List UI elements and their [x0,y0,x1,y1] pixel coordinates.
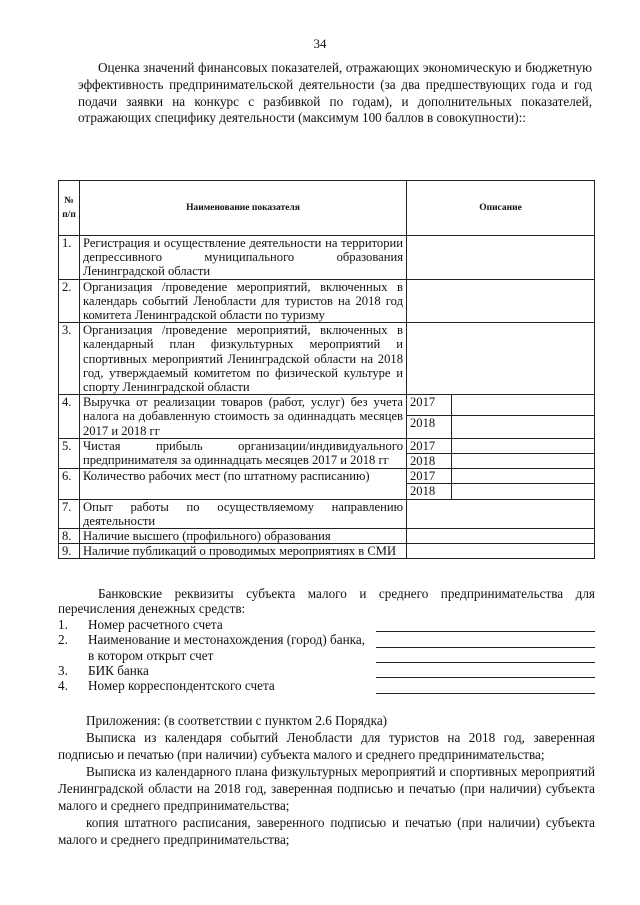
page-number: 34 [313,36,327,51]
table-row [59,395,595,416]
bank-field-label: БИК банка [88,662,149,678]
row-desc [407,499,595,528]
row-name: Чистая прибыль организации/индивидуального предпринимателя за одиннадцать месяцев 2017 и 2018 гг [80,438,407,468]
row-name: Выручка от реализации товаров (работ, услуг) без учета налога на добавленную стоимость за одиннадцать месяцев 2017 и 2018 гг [80,395,407,439]
bank-field-number: 3. [58,662,68,678]
bank-field-account-number [58,617,595,632]
table-row [59,279,595,323]
row-name: Количество рабочих мест (по штатному расписанию) [80,469,407,499]
value-cell [452,416,595,439]
fill-in-line[interactable] [376,636,595,648]
bank-details [58,586,595,694]
fill-in-line[interactable] [376,666,595,678]
row-desc [407,279,595,323]
intro-paragraph: Оценка значений финансовых показателей, отражающих экономическую и бюджетную эффективность предпринимательской деятельности (за два предшествующих года и год подачи заявки на конкурс с разбивкой по годам), и дополнительных показателей, отражающих специфику деятельности (максимум 100 баллов в совокупности):: [78,60,592,126]
table-row [59,236,595,280]
bank-field-bik [58,663,595,678]
value-cell [452,438,595,453]
row-desc [407,529,595,544]
row-num: 1. [59,236,80,280]
appendix-title: Приложения: (в соответствии с пунктом 2.6 Порядка) [86,713,388,728]
table-row [59,544,595,559]
header-name: Наименование показателя [80,181,407,236]
table-row [59,469,595,484]
bank-field-bank-name [58,632,595,647]
header-num: № п/п [59,181,80,236]
row-num: 5. [59,438,80,468]
row-desc [407,323,595,395]
fill-in-line[interactable] [376,620,595,632]
value-cell [452,469,595,484]
row-desc [407,544,595,559]
appendix-item: Выписка из календаря событий Ленобласти для туристов на 2018 год, заверенная подписью и печатью (при наличии) субъекта малого и среднего предпринимательства; [58,730,595,762]
row-name: Организация /проведение мероприятий, включенных в календарный план физкультурных мероприятий и спортивных мероприятий Ленинградской области на 2018 год, утверждаемый комитетом по физической культуре и спорту Ленинградской области [80,323,407,395]
bank-field-label: Номер корреспондентского счета [88,678,275,694]
row-desc [407,236,595,280]
bank-field-number: 1. [58,616,68,632]
bank-field-bank-name-cont [58,648,595,663]
bank-field-number: 4. [58,678,68,694]
row-name: Наличие публикаций о проводимых мероприятиях в СМИ [80,544,407,559]
year-cell: 2017 [407,469,452,484]
bank-field-label: Номер расчетного счета [88,616,223,632]
bank-field-label: в котором открыт счет [88,647,214,663]
row-num: 9. [59,544,80,559]
table-row [59,529,595,544]
bank-details-title: Банковские реквизиты субъекта малого и среднего предпринимательства для перечисления денежных средств: [58,586,595,617]
year-cell: 2018 [407,484,452,499]
bank-field-number: 2. [58,632,68,648]
value-cell [452,484,595,499]
row-num: 3. [59,323,80,395]
fill-in-line[interactable] [376,682,595,694]
value-cell [452,454,595,469]
table-row [59,438,595,453]
appendix-item: копия штатного расписания, заверенного подписью и печатью (при наличии) субъекта малого и среднего предпринимательства; [58,815,595,847]
value-cell [452,395,595,416]
row-num: 4. [59,395,80,439]
row-num: 2. [59,279,80,323]
row-name: Организация /проведение мероприятий, включенных в календарь событий Ленобласти для туристов на 2018 год комитета Ленинградской области по туризму [80,279,407,323]
appendix-section [58,712,595,848]
row-num: 6. [59,469,80,499]
year-cell: 2017 [407,395,452,416]
bank-field-corr-account [58,678,595,693]
row-num: 7. [59,499,80,528]
year-cell: 2017 [407,438,452,453]
indicators-table [58,180,595,559]
year-cell: 2018 [407,454,452,469]
header-desc: Описание [407,181,595,236]
row-name: Регистрация и осуществление деятельности на территории депрессивного муниципального образования Ленинградской области [80,236,407,280]
row-name: Наличие высшего (профильного) образования [80,529,407,544]
table-row [59,323,595,395]
row-num: 8. [59,529,80,544]
year-cell: 2018 [407,416,452,439]
table-row [59,499,595,528]
table-header-row [59,181,595,236]
bank-field-label: Наименование и местонахождения (город) банка, [88,632,366,648]
appendix-item: Выписка из календарного плана физкультурных мероприятий и спортивных мероприятий Ленинградской области на 2018 год, заверенная подписью и печатью (при наличии) субъекта малого и среднего предпринимательства; [58,764,595,813]
fill-in-line[interactable] [376,651,595,663]
row-name: Опыт работы по осуществляемому направлению деятельности [80,499,407,528]
